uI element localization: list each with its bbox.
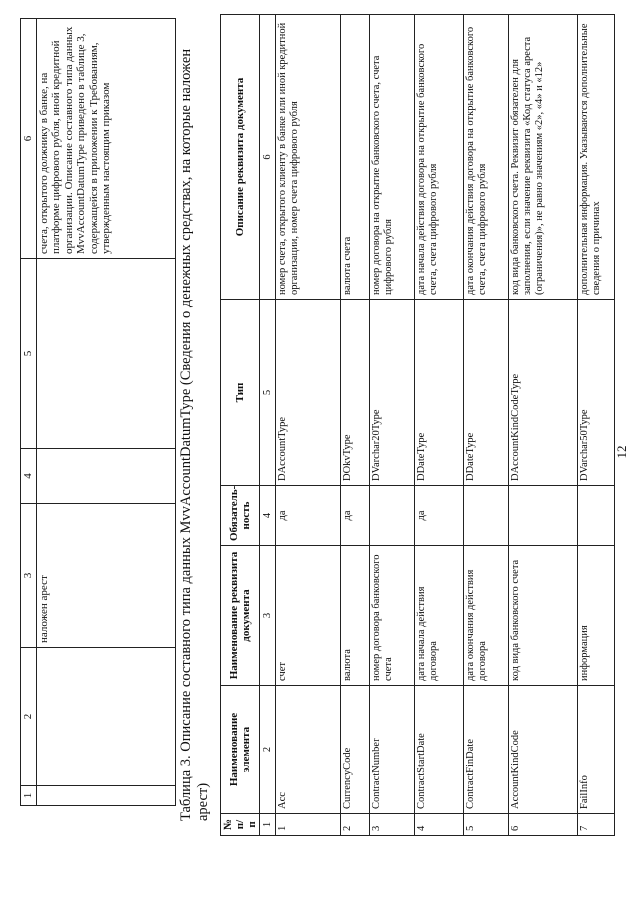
table-row <box>276 15 341 836</box>
column-number: 3 <box>21 504 37 648</box>
column-number: 5 <box>21 259 37 449</box>
column-number: 6 <box>21 19 37 259</box>
cell-name: код вида банковского счета <box>509 546 578 686</box>
cell-required <box>37 449 176 504</box>
cell-type: DAccountKindCodeType <box>509 300 578 486</box>
cell-name: информация <box>578 546 615 686</box>
cell-description: код вида банковского счета. Реквизит обязателен для заполнения, если значение реквизита «Код статуса ареста (ограничения)», не равно значениям «2», «4» и «12» <box>509 15 578 300</box>
continued-table <box>20 18 176 806</box>
cell-required <box>578 486 615 546</box>
header-required: Обязатель- ность <box>221 486 260 546</box>
cell-required: да <box>341 486 370 546</box>
cell-no: 6 <box>509 814 578 836</box>
cell-no: 5 <box>464 814 509 836</box>
cell-element: FailInfo <box>578 686 615 814</box>
cell-required: да <box>276 486 341 546</box>
column-number: 5 <box>260 300 276 486</box>
cell-no: 3 <box>370 814 415 836</box>
table-row <box>509 15 578 836</box>
cell-element <box>37 648 176 786</box>
cell-description: дополнительная информация. Указываются дополнительные сведения о причинах <box>578 15 615 300</box>
cell-description: валюта счета <box>341 15 370 300</box>
header-element: Наименование элемента <box>221 686 260 814</box>
cell-no <box>37 786 176 806</box>
cell-required: да <box>415 486 464 546</box>
cell-element: CurrencyCode <box>341 686 370 814</box>
cell-element: ContractFinDate <box>464 686 509 814</box>
cell-type: DDateType <box>415 300 464 486</box>
column-number-row <box>260 15 276 836</box>
cell-name: валюта <box>341 546 370 686</box>
table-caption <box>178 11 212 821</box>
cell-no: 4 <box>415 814 464 836</box>
cell-name: дата окончания действия договора <box>464 546 509 686</box>
cell-type: DVarchar20Type <box>370 300 415 486</box>
cell-description: счета, открытого должнику в банке, на платформе цифрового рубля, иной кредитной организации. Описание составного типа данных MvvAccountDatumType приведено в таблице 3, содержащейся в приложении к Требованиям, утвержденным настоящим приказом <box>37 19 176 259</box>
cell-no: 2 <box>341 814 370 836</box>
column-number: 6 <box>260 15 276 300</box>
cell-element: Acc <box>276 686 341 814</box>
cell-required <box>509 486 578 546</box>
cell-required <box>370 486 415 546</box>
cell-type: DDateType <box>464 300 509 486</box>
caption-line: Таблица 3. Описание составного типа данных MvvAccountDatumType (Сведения о денежных средствах, на которые наложен <box>178 48 194 821</box>
header-no: № п/п <box>221 814 260 836</box>
header-description: Описание реквизита документа <box>221 15 260 300</box>
column-number: 2 <box>21 648 37 786</box>
cell-type <box>37 259 176 449</box>
column-number: 4 <box>21 449 37 504</box>
cell-no: 7 <box>578 814 615 836</box>
cell-description: номер договора на открытие банковского счета, счета цифрового рубля <box>370 15 415 300</box>
header-row <box>221 15 260 836</box>
column-number: 2 <box>260 686 276 814</box>
table-row <box>341 15 370 836</box>
cell-name: счет <box>276 546 341 686</box>
table-row <box>415 15 464 836</box>
cell-description: дата окончания действия договора на открытие банковского счета, счета цифрового рубля <box>464 15 509 300</box>
table-row <box>370 15 415 836</box>
cell-no: 1 <box>276 814 341 836</box>
table-row <box>37 19 176 806</box>
column-number-row <box>21 19 37 806</box>
table-3 <box>220 14 615 836</box>
cell-element: ContractNumber <box>370 686 415 814</box>
cell-type: DVarchar50Type <box>578 300 615 486</box>
cell-name: номер договора банковского счета <box>370 546 415 686</box>
cell-type: DOkvType <box>341 300 370 486</box>
caption-line: арест) <box>195 782 211 821</box>
cell-description: дата начала действия договора на открытие банковского счета, счета цифрового рубля <box>415 15 464 300</box>
table-row <box>578 15 615 836</box>
column-number: 1 <box>260 814 276 836</box>
header-type: Тип <box>221 300 260 486</box>
column-number: 3 <box>260 546 276 686</box>
cell-name: дата начала действия договора <box>415 546 464 686</box>
table-row <box>464 15 509 836</box>
page-number: 12 <box>614 445 629 459</box>
column-number: 1 <box>21 786 37 806</box>
cell-element: ContractStartDate <box>415 686 464 814</box>
cell-required <box>464 486 509 546</box>
cell-type: DAccountType <box>276 300 341 486</box>
column-number: 4 <box>260 486 276 546</box>
cell-name: наложен арест <box>37 504 176 648</box>
cell-element: AccountKindCode <box>509 686 578 814</box>
header-name: Наименование реквизита документа <box>221 546 260 686</box>
cell-description: номер счета, открытого клиенту в банке или иной кредитной организации, номер счета цифрового рубля <box>276 15 341 300</box>
